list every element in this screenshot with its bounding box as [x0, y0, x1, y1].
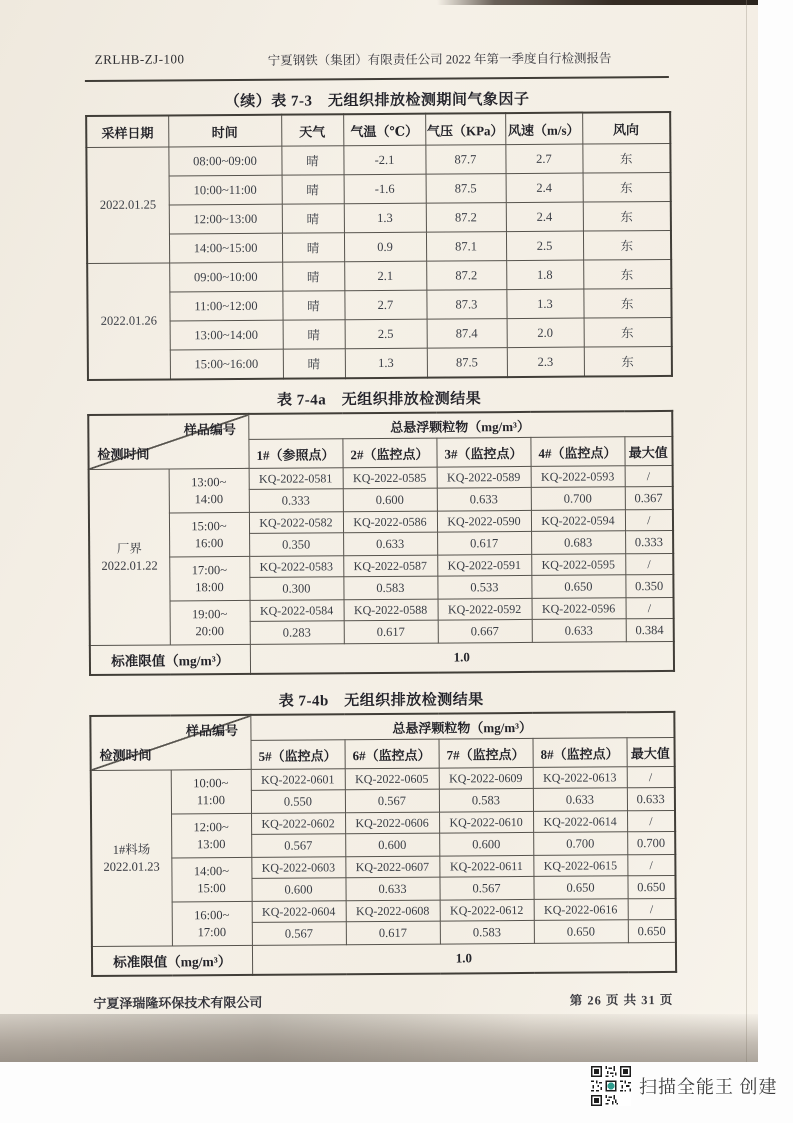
pressure-cell: 87.5: [426, 174, 506, 204]
table-header-row: [86, 112, 670, 148]
table-row: [87, 201, 671, 234]
sample-code-cell: KQ-2022-0607: [345, 856, 439, 878]
report-title: 宁夏钢铁（集团）有限责任公司 2022 年第一季度自行检测报告: [267, 51, 612, 68]
value-cell: 0.617: [437, 531, 531, 555]
footer-page-number: 第 26 页 共 31 页: [569, 992, 674, 1008]
sample-code-cell: KQ-2022-0592: [438, 598, 532, 620]
time-range-cell: 15:00~ 16:00: [169, 512, 249, 557]
time-range-cell: 13:00~ 14:00: [169, 468, 249, 513]
value-cell: 0.350: [249, 533, 343, 557]
max-value-cell: 0.333: [625, 530, 673, 553]
wind-speed-cell: 1.8: [506, 260, 583, 290]
max-value-cell: 0.350: [625, 574, 673, 597]
wind-direction-cell: 东: [583, 201, 671, 231]
time-cell: 15:00~16:00: [170, 349, 283, 379]
sample-code-cell: KQ-2022-0582: [249, 512, 343, 534]
max-code-cell: /: [627, 854, 675, 875]
sample-code-cell: KQ-2022-0586: [343, 511, 437, 533]
weather-cell: 晴: [282, 204, 344, 233]
max-value-cell: 0.650: [627, 875, 675, 898]
sample-code-cell: KQ-2022-0601: [251, 769, 345, 791]
wind-speed-cell: 2.0: [507, 318, 584, 348]
sample-code-cell: KQ-2022-0606: [345, 812, 439, 834]
sample-code-cell: KQ-2022-0613: [533, 767, 627, 789]
value-cell: 0.600: [345, 833, 439, 857]
value-cell: 0.633: [532, 619, 626, 643]
document-content: [85, 42, 676, 1012]
weather-factors-table: [85, 111, 673, 381]
wind-direction-cell: 东: [583, 288, 671, 318]
table-row: [87, 288, 671, 321]
value-cell: 0.667: [438, 619, 532, 643]
max-value-cell: 0.384: [626, 618, 674, 641]
max-code-cell: /: [627, 810, 675, 831]
standard-limit-row: [92, 942, 676, 976]
temperature-cell: -2.1: [343, 145, 425, 175]
col-header-max: 最大值: [626, 737, 674, 766]
weather-cell: 晴: [282, 262, 344, 291]
time-range-cell: 17:00~ 18:00: [169, 556, 249, 601]
sample-code-cell: KQ-2022-0584: [250, 600, 344, 622]
sample-code-cell: KQ-2022-0594: [531, 510, 625, 532]
sampling-date-cell: 2022.01.25: [86, 147, 169, 264]
col-header-wind-direction: 风向: [582, 112, 670, 144]
sample-code-cell: KQ-2022-0602: [251, 813, 345, 835]
value-cell: 0.633: [533, 788, 627, 812]
temperature-cell: 1.3: [344, 203, 426, 233]
footer-company-name: 宁夏泽瑞隆环保技术有限公司: [93, 994, 263, 1011]
sample-code-cell: KQ-2022-0610: [439, 811, 533, 833]
value-cell: 0.333: [249, 489, 343, 513]
col-header-weather: 天气: [281, 114, 343, 146]
pressure-cell: 87.7: [425, 145, 505, 175]
value-cell: 0.617: [344, 620, 438, 644]
table-row: [88, 317, 672, 350]
wind-direction-cell: 东: [583, 230, 671, 260]
time-range-cell: 12:00~ 13:00: [171, 813, 251, 858]
time-range-cell: 10:00~ 11:00: [171, 769, 251, 814]
sample-code-cell: KQ-2022-0589: [437, 466, 531, 488]
max-value-cell: 0.633: [627, 787, 675, 810]
max-value-cell: 0.367: [625, 486, 673, 509]
col-header-sampling-date: 采样日期: [86, 115, 168, 147]
page-bottom-shadow: [0, 1014, 758, 1062]
value-cell: 0.300: [249, 577, 343, 601]
sample-code-cell: KQ-2022-0591: [437, 554, 531, 576]
sampling-date-cell: 2022.01.26: [87, 263, 170, 380]
weather-cell: 晴: [282, 233, 344, 262]
value-cell: 0.583: [343, 576, 437, 600]
value-cell: 0.567: [345, 789, 439, 813]
wind-speed-cell: 1.3: [506, 289, 583, 319]
sample-code-cell: KQ-2022-0609: [439, 767, 533, 789]
max-value-cell: 0.700: [627, 831, 675, 854]
sample-code-cell: KQ-2022-0603: [251, 857, 345, 879]
sample-code-cell: KQ-2022-0585: [343, 467, 437, 489]
value-cell: 0.600: [439, 832, 533, 856]
sample-code-cell: KQ-2022-0604: [252, 901, 346, 923]
sample-code-cell: KQ-2022-0615: [533, 855, 627, 877]
weather-cell: 晴: [283, 320, 345, 349]
col-header-point4: 4#（监控点）: [530, 437, 624, 467]
max-code-cell: /: [625, 465, 673, 486]
sample-code-cell: KQ-2022-0595: [531, 554, 625, 576]
col-header-point8: 8#（监控点）: [533, 738, 627, 768]
wind-speed-cell: 2.3: [507, 347, 584, 377]
col-header-point3: 3#（监控点）: [436, 437, 530, 467]
camscanner-watermark: [591, 1066, 778, 1106]
watermark-label: 扫描全能王 创建: [639, 1077, 778, 1097]
temperature-cell: -1.6: [344, 174, 426, 204]
col-header-point5: 5#（监控点）: [251, 740, 345, 770]
sample-code-cell: KQ-2022-0581: [249, 468, 343, 490]
pressure-cell: 87.3: [426, 290, 506, 320]
wind-speed-cell: 2.4: [506, 173, 583, 203]
time-cell: 10:00~11:00: [169, 175, 282, 205]
value-cell: 0.633: [343, 532, 437, 556]
value-cell: 0.700: [531, 487, 625, 511]
col-header-pressure: 气压（KPa）: [425, 113, 505, 145]
location-date-cell: 厂界 2022.01.22: [89, 469, 170, 646]
sample-code-cell: KQ-2022-0596: [532, 598, 626, 620]
wind-speed-cell: 2.7: [505, 144, 582, 174]
wind-direction-cell: 东: [584, 346, 672, 376]
page-footer: [91, 989, 675, 1012]
table-row: [87, 230, 671, 263]
sample-code-cell: KQ-2022-0593: [531, 466, 625, 488]
max-code-cell: /: [625, 553, 673, 574]
sample-code-cell: KQ-2022-0608: [346, 900, 440, 922]
sample-code-cell: KQ-2022-0605: [345, 768, 439, 790]
value-cell: 0.583: [440, 920, 534, 944]
col-header-point2: 2#（监控点）: [342, 438, 436, 468]
corner-label-detect-time: 检测时间: [99, 747, 152, 763]
value-cell: 0.633: [345, 877, 439, 901]
wind-direction-cell: 东: [584, 317, 672, 347]
limit-label: 标准限值（mg/m³）: [90, 644, 250, 675]
sample-code-cell: KQ-2022-0612: [440, 899, 534, 921]
weather-cell: 晴: [282, 175, 344, 204]
temperature-cell: 1.3: [345, 348, 427, 378]
time-range-cell: 19:00~ 20:00: [170, 600, 250, 645]
weather-cell: 晴: [282, 291, 344, 320]
table-7-3-title: （续）表 7-3 无组织排放检测期间气象因子: [224, 91, 530, 111]
value-cell: 0.683: [531, 531, 625, 555]
table-row: [87, 172, 671, 205]
corner-label-sample-id: 样品编号: [183, 421, 236, 438]
max-code-cell: /: [627, 766, 675, 787]
standard-limit-row: [90, 641, 674, 675]
max-value-cell: 0.650: [628, 919, 676, 942]
time-cell: 12:00~13:00: [169, 204, 282, 234]
limit-value: 1.0: [252, 942, 676, 974]
value-cell: 0.567: [251, 834, 345, 858]
value-cell: 0.583: [439, 788, 533, 812]
sample-code-cell: KQ-2022-0583: [249, 556, 343, 578]
time-range-cell: 14:00~ 15:00: [171, 857, 251, 902]
emission-results-table-b: [89, 711, 677, 977]
table-7-4a-title: 表 7-4a 无组织排放检测结果: [276, 391, 482, 409]
col-header-point6: 6#（监控点）: [345, 739, 439, 769]
col-header-time: 时间: [168, 115, 281, 147]
table-row: [87, 259, 671, 292]
sample-code-cell: KQ-2022-0587: [343, 555, 437, 577]
diagonal-header-cell: [90, 715, 250, 771]
corner-label-detect-time: 检测时间: [97, 446, 150, 462]
time-cell: 11:00~12:00: [169, 291, 282, 321]
temperature-cell: 0.9: [344, 232, 426, 262]
weather-cell: 晴: [283, 349, 345, 379]
time-cell: 14:00~15:00: [169, 233, 282, 263]
pressure-cell: 87.5: [427, 348, 507, 378]
table-7-4b-title: 表 7-4b 无组织排放检测结果: [278, 692, 484, 710]
pressure-cell: 87.2: [426, 203, 506, 233]
document-header: [85, 42, 669, 82]
wind-direction-cell: 东: [582, 143, 670, 173]
corner-label-sample-id: 样品编号: [185, 722, 238, 739]
value-cell: 0.700: [533, 832, 627, 856]
max-code-cell: /: [626, 597, 674, 618]
wind-direction-cell: 东: [583, 259, 671, 289]
temperature-cell: 2.5: [345, 319, 427, 349]
wind-direction-cell: 东: [583, 172, 671, 202]
temperature-cell: 2.7: [344, 290, 426, 320]
table-row: [86, 143, 670, 176]
pressure-cell: 87.1: [426, 232, 506, 262]
col-header-wind-speed: 风速（m/s）: [505, 113, 582, 145]
table-row: [88, 346, 672, 380]
pressure-cell: 87.4: [427, 319, 507, 349]
time-cell: 13:00~14:00: [170, 320, 283, 350]
time-cell: 08:00~09:00: [168, 146, 281, 176]
sample-code-cell: KQ-2022-0614: [533, 811, 627, 833]
col-header-max: 最大值: [624, 436, 672, 465]
time-cell: 09:00~10:00: [169, 262, 282, 292]
sample-code-cell: KQ-2022-0616: [534, 899, 628, 921]
sample-code-cell: KQ-2022-0611: [439, 855, 533, 877]
scan-top-edge: [437, 0, 758, 5]
value-cell: 0.533: [437, 575, 531, 599]
col-group-header-tsp: 总悬浮颗粒物（mg/m³）: [250, 712, 674, 740]
sample-code-cell: KQ-2022-0588: [344, 599, 438, 621]
weather-cell: 晴: [281, 146, 343, 175]
value-cell: 0.633: [437, 487, 531, 511]
value-cell: 0.617: [346, 921, 440, 945]
page-crease: [746, 0, 747, 1062]
sample-code-cell: KQ-2022-0590: [437, 510, 531, 532]
time-range-cell: 16:00~ 17:00: [172, 901, 252, 946]
max-code-cell: /: [628, 898, 676, 919]
location-date-cell: 1#料场 2022.01.23: [91, 770, 172, 947]
value-cell: 0.600: [343, 488, 437, 512]
temperature-cell: 2.1: [344, 261, 426, 291]
limit-label: 标准限值（mg/m³）: [92, 945, 252, 976]
value-cell: 0.650: [531, 575, 625, 599]
value-cell: 0.283: [250, 621, 344, 645]
value-cell: 0.650: [534, 920, 628, 944]
doc-code: ZRLHB-ZJ-100: [94, 51, 185, 67]
pressure-cell: 87.2: [426, 261, 506, 291]
col-group-header-tsp: 总悬浮颗粒物（mg/m³）: [248, 411, 672, 439]
emission-results-table-a: [87, 410, 675, 676]
value-cell: 0.650: [533, 876, 627, 900]
diagonal-header-cell: [88, 414, 248, 470]
col-header-temperature: 气温（℃）: [343, 114, 425, 146]
limit-value: 1.0: [250, 641, 674, 673]
qr-code-icon: [591, 1066, 631, 1106]
value-cell: 0.600: [251, 878, 345, 902]
wind-speed-cell: 2.4: [506, 202, 583, 232]
value-cell: 0.567: [439, 876, 533, 900]
max-code-cell: /: [625, 509, 673, 530]
value-cell: 0.567: [252, 922, 346, 946]
wind-speed-cell: 2.5: [506, 231, 583, 261]
col-header-point1: 1#（参照点）: [248, 439, 342, 469]
col-header-point7: 7#（监控点）: [439, 738, 533, 768]
value-cell: 0.550: [251, 790, 345, 814]
